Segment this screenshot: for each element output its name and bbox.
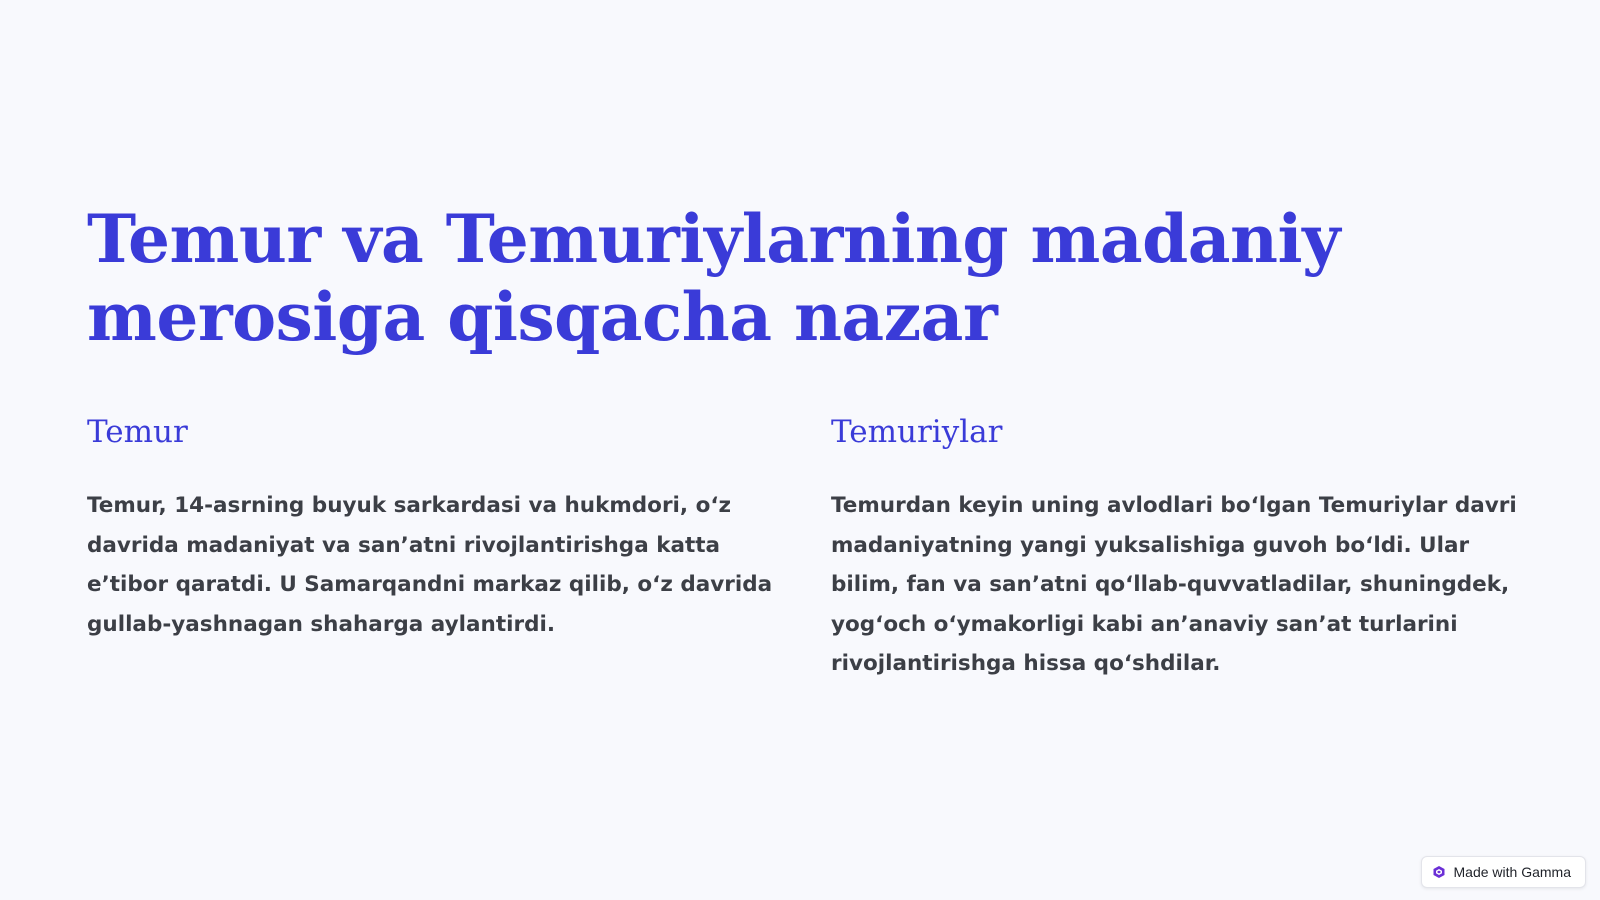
column-temur: [87, 412, 777, 644]
badge-label: Made with Gamma: [1453, 864, 1571, 880]
column-heading: Temur: [87, 414, 188, 450]
column-temuriylar: [831, 412, 1521, 684]
column-body: Temur, 14-asrning buyuk sarkardasi va hukmdori, o‘z davrida madaniyat va san’atni rivojlantirishga katta e’tibor qaratdi. U Samarqandni markaz qilib, o‘z davrida gullab-yashnagan shaharga aylantirdi.: [87, 493, 773, 637]
gamma-logo-icon: [1432, 865, 1446, 879]
column-heading: Temuriylar: [831, 414, 1003, 450]
slide-title: Temur va Temuriylarning madaniy merosiga qisqacha nazar: [87, 200, 1340, 356]
made-with-gamma-badge[interactable]: [1421, 856, 1586, 888]
column-body: Temurdan keyin uning avlodlari bo‘lgan Temuriylar davri madaniyatning yangi yuksalishiga guvoh bo‘ldi. Ular bilim, fan va san’atni qo‘llab-quvvatladilar, shuningdek, yog‘och o‘ymakorligi kabi an’anaviy san’at turlarini rivojlantirishga hissa qo‘shdilar.: [831, 493, 1517, 676]
